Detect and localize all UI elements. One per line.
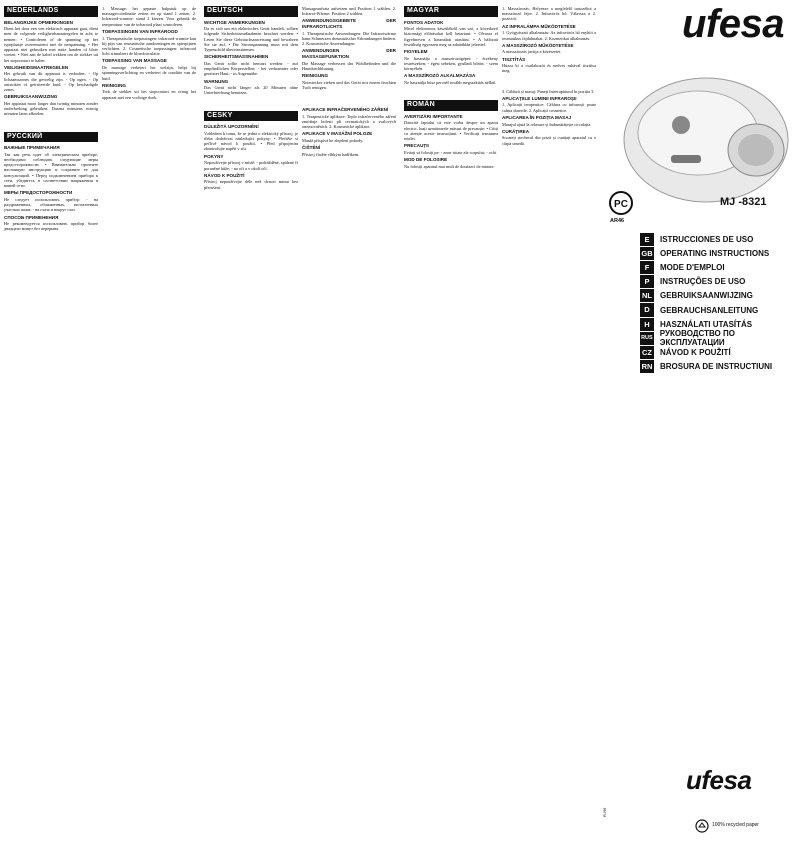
language-row	[640, 303, 800, 317]
paragraph: Da es sich um ein elektrisches Gerät handelt, sollten folgende Sicherheitsmaßnahmen beachtet werden: • Lesen Sie diese Gebrauchsanweisung und bewahren Sie sie auf. • Die Stromspannung muss mit dem Typenschild übereinstimmen.	[204, 26, 298, 53]
language-title: BROSURA DE INSTRUCTIUNI	[660, 362, 773, 372]
subheading: DŮLEŽITÁ UPOZORNĚNÍ	[204, 124, 259, 130]
recycle-icon	[695, 819, 709, 833]
paragraph: Trek de stekker uit het stopcontact en reinig het apparaat met een vochtige doek.	[102, 89, 196, 100]
subheading: CURĂȚIREA	[502, 128, 530, 134]
language-index	[640, 232, 800, 374]
device-illustration	[606, 55, 796, 225]
subheading: SICHERHEITSMASSNAHMEN	[204, 54, 269, 60]
language-code: RN	[640, 360, 654, 373]
subheading: ВАЖНЫЕ ПРИМЕЧАНИЯ	[4, 145, 60, 151]
language-title: INSTRUÇÕES DE USO	[660, 277, 746, 287]
language-code: RUS	[640, 332, 654, 345]
subheading: A MASSZÍROZÓ ALKALMAZÁSA	[404, 73, 476, 79]
paragraph: Не рекомендуется использовать прибор более двадцати минут без перерыва.	[4, 221, 98, 232]
paragraph: 1. Terapeutické aplikace: Teplo infračerveného záření zmírňuje bolesti při revmatických a svalových onemocněních. 2. Kosmetické aplikace.	[302, 113, 396, 130]
language-row	[640, 360, 800, 374]
column-5	[404, 6, 498, 851]
paragraph: A masszírozás javítja a közérzetet.	[502, 49, 562, 55]
language-row	[640, 346, 800, 360]
language-title: ISTRUCCIONES DE USO	[660, 234, 754, 244]
paragraph: Das Gerät nicht länger als 20 Minuten ohne Unterbrechung benutzen.	[204, 85, 298, 96]
language-title: GEBRAUCHSANLEITUNG	[660, 305, 759, 315]
column-3	[204, 6, 298, 851]
paragraph: Netzstecker ziehen und das Gerät mit einem feuchten Tuch reinigen.	[302, 79, 396, 90]
paragraph: Ne használja húsz percnél tovább megszakítás nélkül.	[404, 79, 497, 85]
subheading: TOEPASSING VAN MASSAGE	[102, 58, 167, 64]
paragraph: 1. Gyógyászati alkalmazás: Az infravörös hő enyhíti a reumatikus fájdalmakat. 2. Kozmetikai alkalmazás.	[502, 30, 596, 41]
language-row	[640, 232, 800, 246]
section-title-cz: ČESKY	[204, 111, 298, 122]
paragraph: Vzhledem k tomu, že se jedná o elektrický přístroj, je třeba dodržovat následující pokyny: • Přečtěte si pečlivě návod k použití. • Před připojením zkontrolujte napětí v síti.	[204, 130, 298, 152]
paragraph: Datorită faptului că este vorba despre un aparat electric, luați următoarele măsuri de precauție: • Citiți cu atenție aceste instrucțiuni. • Verificați tensiunea rețelei.	[404, 120, 498, 142]
paragraph: Nepoužívejte přístroj v místě: - podrážděné, spálené či poraněné kůže; - na oči a v okolí očí.	[204, 160, 298, 171]
subheading: МЕРЫ ПРЕДОСТОРОЖНОСТИ	[4, 190, 73, 196]
paragraph: 1. Masszírozás: Helyezze a megfelelő tartozékot a masszírozó fejre. 2. Infravörös hő: Válassza a 2. pozíciót.	[502, 6, 596, 22]
paragraph: Не следует использовать прибор: - на раздраженных, обожженных, воспаленных участках кожи; - на глаза и вокруг глаз.	[4, 196, 98, 213]
language-code: GB	[640, 247, 654, 260]
subheading: ANWENDUNGEN DER MASSAGEFUNKTION	[302, 48, 396, 59]
column-1	[4, 6, 98, 851]
paragraph: 1. Therapeutische Anwendungen: Die Infrarotwärme kann Schmerzen rheumatischer Erkrankungen lindern. 2. Kosmetische Anwendungen.	[302, 30, 396, 47]
language-code: F	[640, 261, 654, 274]
paragraph: Scoateți ștecherul din priză și curățați aparatul cu o cârpă umedă.	[502, 135, 596, 146]
language-code: D	[640, 303, 654, 316]
paragraph: Přístroj nepoužívejte déle než dvacet minut bez přerušení.	[204, 179, 298, 190]
paragraph: Mivel elektromos készülékről van szó, a következő biztonsági előírásokat kell betartani: • Olvassa el figyelmesen a használati utasítást. • A hálózati feszültség egyezzen meg az adattáblán jelzettel.	[404, 26, 498, 47]
paragraph: 1. Therapeutische toepassingen: infrarood-warmte kan bij pijn van reumatische aandoeningen en spierpijnen verlichten. 2. Cosmetische toepassingen: infrarood licht stimuleert de bloedcirculatie.	[102, 35, 196, 57]
paragraph: 1. Massage: het gepaste hulpstuk op de massagecoördinatie zetten en op stand 1 zetten. 2. Infrarood-warmte: stand 2 kiezen. Voor gebruik de temperatuur van de infrarood plaat controleren.	[102, 6, 196, 27]
subheading: WARNUNG	[204, 78, 229, 84]
subheading: NÁVOD K POUŽITÍ	[204, 172, 245, 178]
language-title: HASZNÁLATI UTASÍTÁS	[660, 319, 753, 329]
paragraph: Nu folosiți aparatul mai mult de douăzeci de minute.	[404, 163, 495, 169]
paragraph: Ne használja a masszírozógépet: - érzékeny testrészeken; - égési sebeken, gyulladt bőrön; - szem környékén.	[404, 55, 498, 72]
paragraph: Het gebruik van dit apparaat is verboden: - Op lichaamszones die gevoelig zijn. - Op ogen. - Op ontstoken of geïrriteerde huid. - Op beschadigde zones.	[4, 71, 98, 93]
approval-mark: AR46	[610, 218, 625, 224]
language-title: OPERATING INSTRUCTIONS	[660, 248, 770, 258]
subheading: TOEPASSINGEN VAN INFRAROOD	[102, 28, 178, 34]
language-title: NÁVOD K POUŽITÍ	[660, 348, 731, 358]
paragraph: 1. Aplicații terapeutice: Căldura cu infraroșii poate calma durerile. 2. Aplicații cosmetice.	[502, 102, 596, 113]
section-title-hu: MAGYAR	[404, 6, 498, 17]
language-row	[640, 260, 800, 274]
subheading: APLICAREA ÎN POZIȚIA MASAJ	[502, 114, 572, 120]
subheading: WICHTIGE ANMERKUNGEN	[204, 19, 265, 25]
subheading: MOD DE FOLOSIRE	[404, 157, 448, 163]
subheading: APLICAȚIILE LUMINII INFRAROȘII	[502, 95, 577, 101]
subheading: A MASSZÍROZÓ MŰKÖDTETÉSE	[502, 42, 574, 48]
subheading: ČIŠTĚNÍ	[302, 145, 321, 151]
recycled-paper-note: 100% recycled paper	[712, 822, 759, 828]
language-code: E	[640, 233, 654, 246]
paragraph: Die Massage verbessert das Wohlbefinden und die Hautdurchblutung.	[302, 60, 396, 71]
section-title-nl: NEDERLANDS	[4, 6, 98, 17]
subheading: AZ INFRALÁMPA MŰKÖDTETÉSE	[502, 23, 576, 29]
language-title: GEBRUIKSAANWIJZING	[660, 291, 753, 301]
subheading: FONTOS ADATOK	[404, 19, 444, 25]
paragraph: Masáž přispívá ke zlepšení pohody.	[302, 137, 364, 143]
language-title: РУКОВОДСТВО ПО ЭКСПЛУАТАЦИИ	[659, 329, 735, 348]
subheading: GEBRUIKSAANWIJZING	[4, 94, 58, 100]
paragraph: Het apparaat mooi langer dan twintig minuten zonder onderbreking gebruiken. Daarna minstens twintig minuten laten afkoelen.	[4, 100, 98, 117]
subheading: POKYNY	[204, 153, 224, 159]
language-row	[640, 246, 800, 260]
subheading: REINIGING	[102, 82, 126, 88]
language-title: MODE D'EMPLOI	[660, 262, 725, 272]
paragraph: Evitați să folosiți pe: - zone iritate ale corpului; - ochi.	[404, 149, 498, 155]
brand-logo-footer: ufesa	[686, 765, 752, 795]
subheading: FIGYELEM	[404, 49, 428, 55]
subheading: ANWENDUNGSGEBIETE DER INFRAROTLICHTS	[302, 18, 396, 30]
paragraph: Massageaufsatz aufsetzen und Position 1 wählen. 2. Infrarot-Wärme: Position 2 wählen.	[302, 6, 396, 17]
subheading: AVERTIZĂRI IMPORTANTE	[404, 113, 463, 119]
section-title-de: DEUTSCH	[204, 6, 298, 17]
paragraph: Das Gerät sollte nicht benutzt werden: - auf empfindlichen Körperstellen; - bei verbrannter oder gereizter Haut; - in Augennähe.	[204, 60, 298, 77]
paragraph: Dient het door een ven elektrisch apparaat gaat, dient men de volgende veiligheidsmaatregelen in acht te nemen: • Controleren of de spanning op het typeplaatje overeenstemt met de netspanning. • Het apparaat niet gebruiken met natte handen of blote voeten. • Niet aan de kabel trekken om de stekker uit het stopcontact te halen.	[4, 26, 98, 63]
subheading: BELANGRIJKE OPMERKINGEN	[4, 19, 73, 25]
svg-text:PC: PC	[614, 199, 628, 210]
paragraph: Húzza ki a csatlakozót és nedves ruhával tisztítsa meg.	[502, 63, 596, 74]
page-code: R-R6	[602, 807, 607, 817]
paragraph: 3. Căldură și masaj: Puneți întrerupătorul în poziția 3.	[502, 88, 595, 94]
column-2	[102, 6, 196, 851]
language-code: H	[640, 318, 654, 331]
brand-logo: ufesa	[682, 2, 784, 46]
subheading: REINIGUNG	[302, 73, 329, 79]
paragraph: Так как речь идет об электрическом приборе, необходимо соблюдать следующие меры предосторожности: • Внимательно прочтите настоящую инструкцию и сохраните ее для консультаций. • Перед подключением прибора к сети, убедитесь в соответствии напряжения в вашей сети.	[4, 151, 98, 189]
column-4	[302, 6, 396, 851]
section-title-ro: ROMÂN	[404, 100, 498, 111]
section-title-ru: РУССКИЙ	[4, 132, 98, 143]
column-6	[502, 6, 596, 851]
language-code: NL	[640, 289, 654, 302]
language-row	[640, 275, 800, 289]
subheading: VEILIGHEIDSMAATREGELEN	[4, 64, 69, 70]
paragraph: Masajul ajută la relaxare și îmbunătățește circulația.	[502, 121, 592, 127]
subheading: СПОСОБ ПРИМЕНЕНИЯ	[4, 214, 59, 220]
model-number: MJ -8321	[720, 196, 767, 208]
language-code: CZ	[640, 346, 654, 359]
paragraph: De massage verbetert het welzijn, helpt bij spanningsverlichting en verbetert de conditie van de huid.	[102, 65, 196, 81]
language-row	[640, 289, 800, 303]
paragraph: Přístroj čistěte vlhkým hadříkem.	[302, 151, 360, 157]
subheading: APLIKACE V MASÁŽNÍ POLOZE	[302, 131, 373, 137]
certification-mark-icon	[608, 190, 634, 216]
back-cover-panel	[600, 425, 802, 851]
language-code: P	[640, 275, 654, 288]
subheading: PRECAUȚII	[404, 143, 429, 149]
language-row	[640, 329, 800, 348]
subheading: APLIKACE INFRAČERVENÉHO ZÁŘENÍ	[302, 107, 389, 113]
subheading: TISZTÍTÁS	[502, 56, 526, 62]
